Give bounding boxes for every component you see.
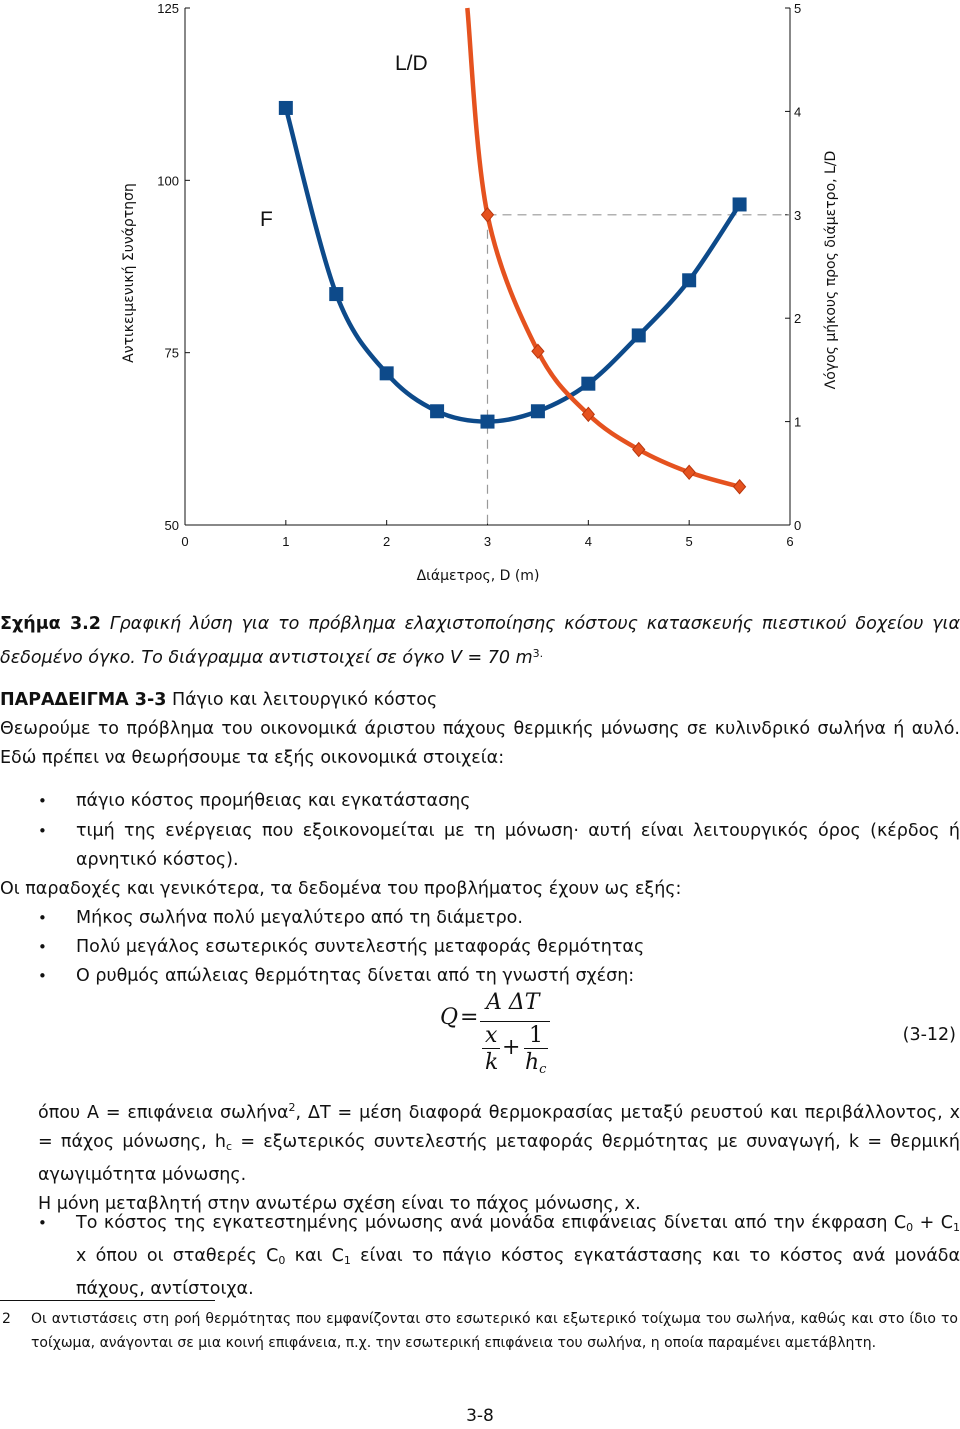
y-left-tick-label: 125 <box>157 1 179 16</box>
x-tick-label: 2 <box>383 534 391 549</box>
series-label-f: F <box>260 208 273 231</box>
y-right-tick-label: 4 <box>794 104 802 120</box>
caption-label: Σχήμα 3.2 <box>0 614 101 634</box>
chart-svg <box>0 0 960 590</box>
example-intro: Θεωρούμε το πρόβλημα του οικονομικά άριστου πάχους θερμικής μόνωσης σε κυλινδρικό σωλήνα ή αυλό. Εδώ πρέπει να θεωρήσουμε τα εξής οικονομικά στοιχεία: <box>0 719 960 768</box>
example-title: Πάγιο και λειτουργικό κόστος <box>166 690 438 710</box>
y-right-axis-title: Λόγος μήκους προς διάμετρο, L/D <box>823 150 839 390</box>
eq-plus: + <box>502 1035 521 1060</box>
bullet-item: • τιμή της ενέργειας που εξοικονομείται με τη μόνωση· αυτή είναι λειτουργικός όρος (κέρδος ή αρνητικό κόστος). <box>0 817 960 875</box>
footnote-number: 2 <box>2 1311 11 1327</box>
series-f-point <box>329 287 343 301</box>
bullet-item: • πάγιο κόστος προμήθειας και εγκατάστασης <box>0 787 960 816</box>
eq-one: 1 <box>529 1023 543 1048</box>
eq-k: k <box>485 1050 499 1075</box>
series-f-point <box>581 377 595 391</box>
series-ld-point <box>482 208 494 222</box>
series-ld-line <box>467 8 739 487</box>
eq-lhs: Q <box>440 1005 459 1030</box>
eq-h: hc <box>525 1050 547 1077</box>
series-f-point <box>632 328 646 342</box>
y-left-tick-label: 75 <box>164 345 179 361</box>
series-f-point <box>380 366 394 380</box>
figure-caption <box>0 610 960 673</box>
x-tick-label: 6 <box>786 534 794 549</box>
cost-bullet-text: • Το κόστος της εγκατεστημένης μόνωσης ανά μονάδα επιφάνειας δίνεται από την έκφραση $C_0 + C_1$ x όπου οι σταθερές $C_0$ και $C_1$ είναι το πάγιο κόστος εγκατάστασης και το κόστος ανά μονάδα πάχους, αντίστοιχα. <box>0 1209 960 1304</box>
y-right-ticks <box>785 1 801 533</box>
assumption-item: • Μήκος σωλήνα πολύ μεγαλύτερο από τη διάμετρο. <box>0 904 960 933</box>
eq-1h-bar <box>524 1048 548 1049</box>
y-right-tick-label: 2 <box>794 311 802 327</box>
assumption-item: • Πολύ μεγάλος εσωτερικός συντελεστής μεταφοράς θερμότητας <box>0 933 960 962</box>
eq-fraction-bar <box>480 1021 550 1022</box>
y-right-tick-label: 1 <box>794 414 802 430</box>
series-f-point <box>531 404 545 418</box>
eq-equals: = <box>460 1005 479 1030</box>
definitions-paragraph: όπου A = επιφάνεια σωλήνα$^2$, ΔT = μέση διαφορά θερμοκρασίας μεταξύ ρευστού και περιβάλλοντος, x = πάχος μόνωσης, $h_c = \varepsilon\xi\omega\tau\varepsilon\rho\iota\kappa ό\varsigma$ συντελεστής μεταφοράς θερμότητας με συναγωγή, k = θερμική αγωγιμότητα μόνωσης. <box>38 1101 960 1185</box>
example-section <box>0 686 960 991</box>
x-ticks <box>181 520 793 549</box>
x-tick-label: 0 <box>181 534 189 549</box>
x-tick-label: 5 <box>685 534 693 549</box>
assumption-item: • Ο ρυθμός απώλειας θερμότητας δίνεται από τη γνωστή σχέση: <box>0 962 960 991</box>
x-tick-label: 3 <box>483 534 492 549</box>
eq-x: x <box>485 1023 498 1048</box>
y-left-axis-title: Αντικειμενική Συνάρτηση <box>121 183 137 363</box>
page-number: 3-8 <box>466 1406 494 1426</box>
series-f-point <box>430 404 444 418</box>
optimum-guides <box>488 215 791 525</box>
series-ld-point <box>683 465 695 479</box>
eq-xk-bar <box>482 1048 500 1049</box>
figure-chart <box>0 0 960 590</box>
y-right-tick-label: 5 <box>794 1 802 16</box>
x-tick-label: 1 <box>282 534 290 549</box>
y-right-tick-label: 3 <box>794 207 802 223</box>
equation-number: (3-12) <box>902 1025 956 1045</box>
heat-loss-equation <box>430 990 630 1090</box>
example-label: ΠΑΡΑΔΕΙΓΜΑ 3-3 <box>0 690 167 710</box>
y-left-tick-label: 100 <box>157 173 179 189</box>
series-f-point <box>481 415 495 429</box>
caption-superscript: 3. <box>532 647 544 660</box>
cost-bullet <box>0 1209 960 1304</box>
variable-statement: Η μόνη μεταβλητή στην ανωτέρω σχέση είναι το πάχος μόνωσης, x. <box>38 1194 641 1214</box>
series-layer <box>279 8 747 494</box>
series-f-point <box>279 101 293 115</box>
eq-numerator: A ΔT <box>486 990 540 1015</box>
definitions-block <box>0 1093 960 1219</box>
y-right-tick-label: 0 <box>794 518 802 533</box>
series-ld-point <box>734 480 746 494</box>
series-f-line <box>286 108 740 422</box>
x-axis-title: Διάμετρος, D (m) <box>416 568 540 584</box>
eq-h-subscript: c <box>539 1062 547 1077</box>
series-f-point <box>682 273 696 287</box>
example-heading <box>0 686 960 715</box>
assumptions-intro: Οι παραδοχές και γενικότερα, τα δεδομένα του προβλήματος έχουν ως εξής: <box>0 879 682 899</box>
x-tick-label: 4 <box>584 534 592 549</box>
footnote-rule <box>0 1300 215 1301</box>
y-left-tick-label: 50 <box>164 518 179 533</box>
caption-text: Γραφική λύση για το πρόβλημα ελαχιστοποίησης κόστους κατασκευής πιεστικού δοχείου για δεδομένο όγκο. Το διάγραμμα αντιστοιχεί σε όγκο V = 70 m <box>0 614 960 668</box>
footnote <box>0 1307 958 1355</box>
series-label-ld: L/D <box>395 52 428 75</box>
footnote-text: Οι αντιστάσεις στη ροή θερμότητας που εμφανίζονται στο εσωτερικό και εξωτερικό τοίχωμα του σωλήνα, καθώς και στο ίδιο το τοίχωμα, ανάγονται σε μια κοινή επιφάνεια, π.χ. την εσωτερική επιφάνεια του σωλήνα, η οποία παραμένει αμετάβλητη. <box>31 1311 958 1351</box>
series-f-point <box>733 197 747 211</box>
